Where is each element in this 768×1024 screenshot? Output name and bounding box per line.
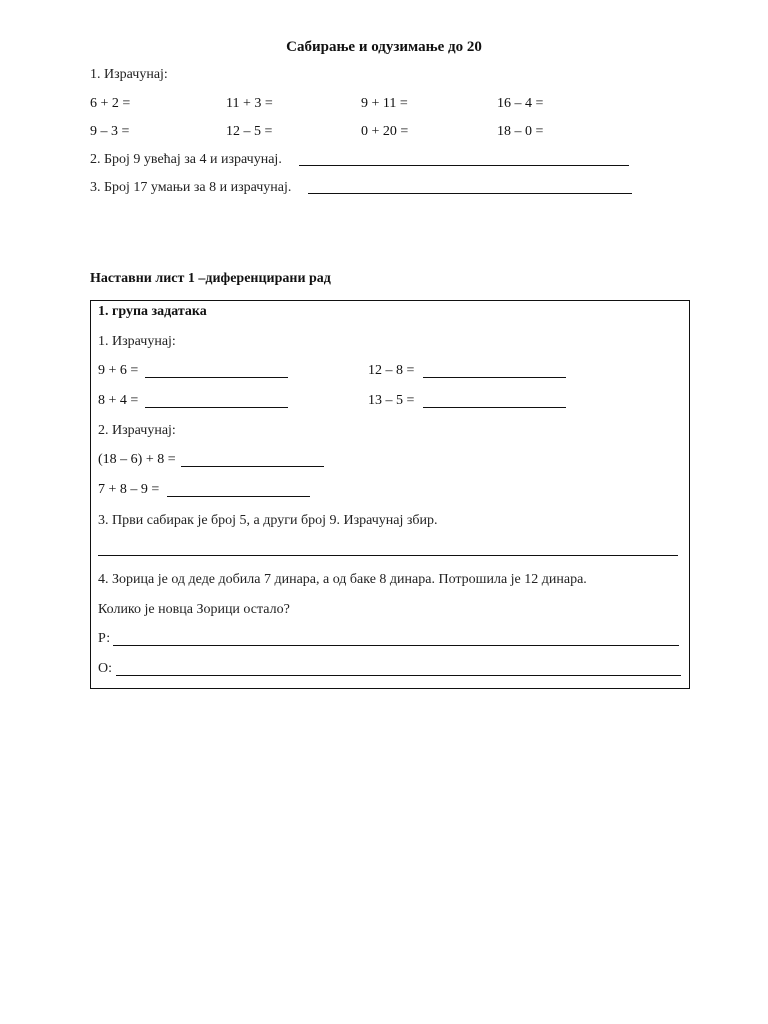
expr-9-plus-11: 9 + 11 = [361,96,408,111]
expr-18-minus-0: 18 – 0 = [497,124,544,139]
answer-line-13-minus-5[interactable] [423,407,566,408]
group-task1-label: 1. Израчунај: [98,334,176,349]
task2-answer-line[interactable] [299,165,629,166]
task3-text: 3. Број 17 умањи за 8 и израчунај. [90,180,292,195]
expr-18-minus-6-plus-8: (18 – 6) + 8 = [98,452,176,467]
expr-12-minus-5: 12 – 5 = [226,124,273,139]
answer-line-9-plus-6[interactable] [145,377,288,378]
task3-sum-answer-line[interactable] [98,555,678,556]
group-task3-text: 3. Први сабирак је број 5, а други број 9. Израчунај збир. [98,513,438,528]
group-title: 1. група задатака [98,304,207,319]
answer-line-18-minus-6-plus-8[interactable] [181,466,324,467]
expr-6-plus-2: 6 + 2 = [90,96,131,111]
expr-9-minus-3: 9 – 3 = [90,124,130,139]
expr-12-minus-8: 12 – 8 = [368,363,415,378]
group-task4-text: 4. Зорица је од деде добила 7 динара, а од баке 8 динара. Потрошила је 12 динара. [98,572,587,587]
task3-answer-line[interactable] [308,193,632,194]
final-answer-line[interactable] [116,675,681,676]
section2-heading: Наставни лист 1 –диференцирани рад [90,271,331,286]
answer-label: О: [98,661,112,676]
page-title: Сабирање и одузимање до 20 [286,39,482,55]
task2-text: 2. Број 9 увећај за 4 и израчунај. [90,152,282,167]
task1-label: 1. Израчунај: [90,67,168,82]
expr-13-minus-5: 13 – 5 = [368,393,415,408]
answer-line-8-plus-4[interactable] [145,407,288,408]
expr-7-plus-8-minus-9: 7 + 8 – 9 = [98,482,160,497]
answer-line-12-minus-8[interactable] [423,377,566,378]
expr-9-plus-6: 9 + 6 = [98,363,139,378]
group-task2-label: 2. Израчунај: [98,423,176,438]
expr-8-plus-4: 8 + 4 = [98,393,139,408]
group-task4-question: Колико је новца Зорици остало? [98,602,290,617]
solution-answer-line[interactable] [113,645,679,646]
expr-0-plus-20: 0 + 20 = [361,124,409,139]
expr-11-plus-3: 11 + 3 = [226,96,273,111]
answer-line-7-plus-8-minus-9[interactable] [167,496,310,497]
task-group-box [90,300,690,689]
solution-label: Р: [98,631,111,646]
expr-16-minus-4: 16 – 4 = [497,96,544,111]
